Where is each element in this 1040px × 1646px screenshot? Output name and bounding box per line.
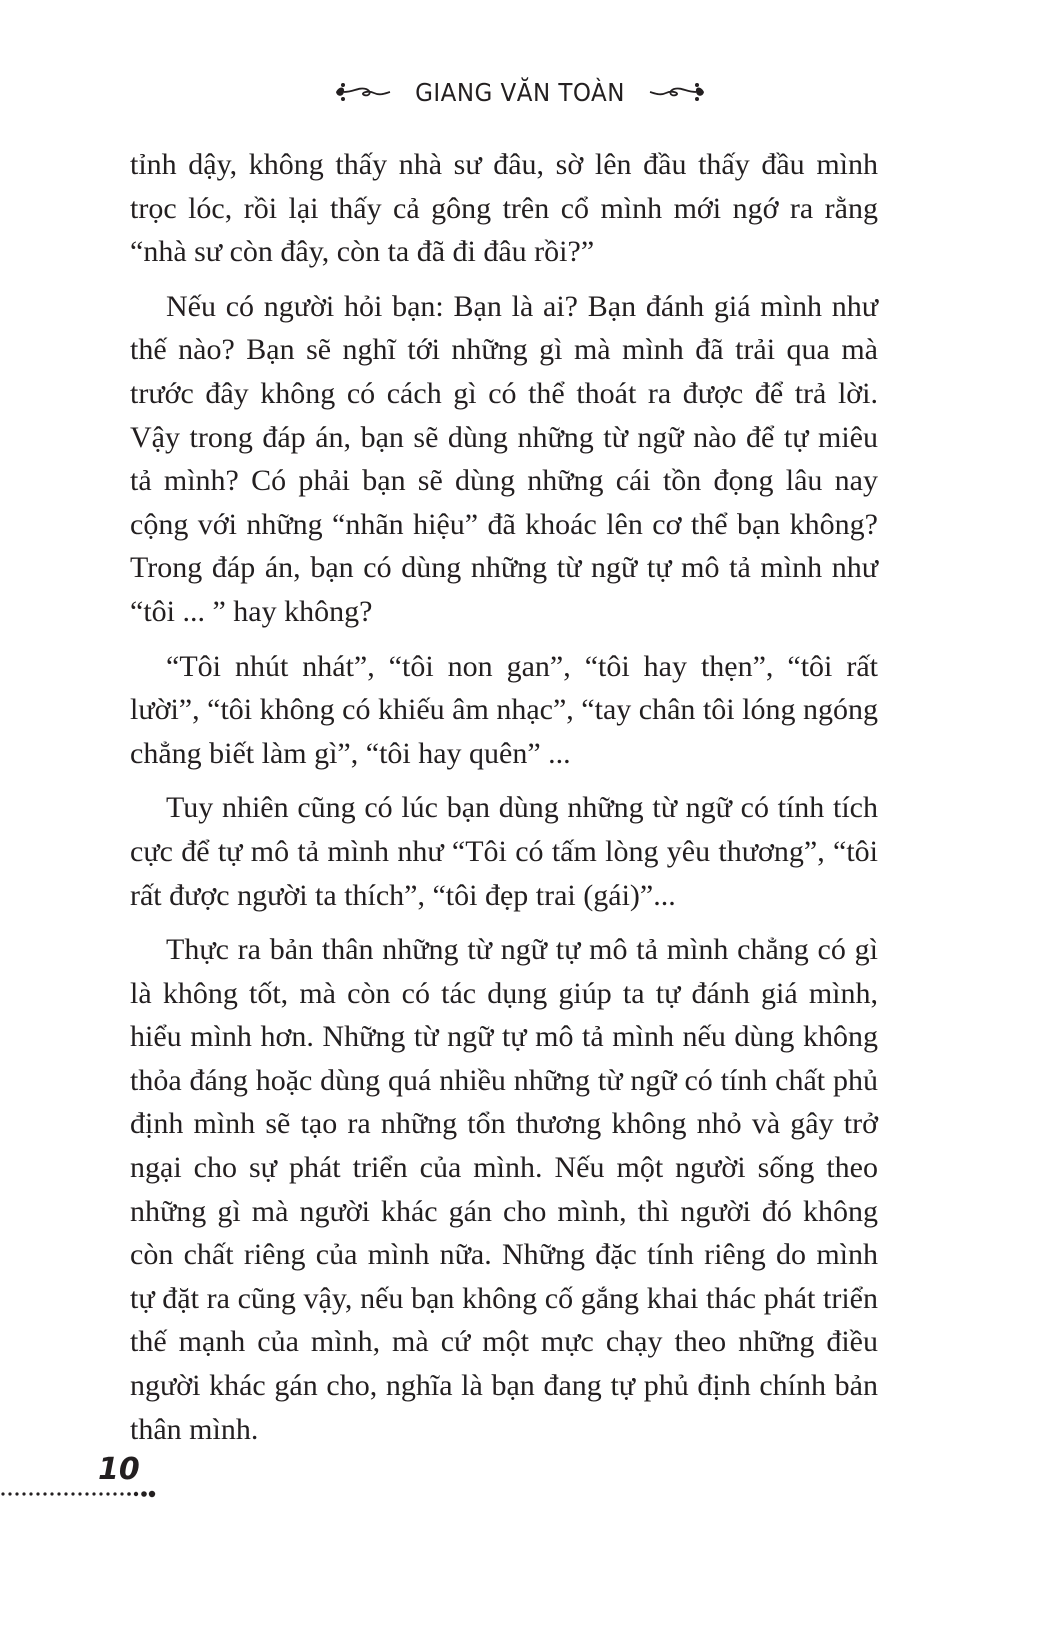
running-header — [0, 72, 1040, 112]
paragraph: “Tôi nhút nhát”, “tôi non gan”, “tôi hay thẹn”, “tôi rất lười”, “tôi không có khiếu âm nhạc”, “tay chân tôi lóng ngóng chẳng biết làm gì”, “tôi hay quên” ... — [130, 649, 878, 770]
paragraph: Tuy nhiên cũng có lúc bạn dùng những từ ngữ có tính tích cực để tự mô tả mình như “Tôi có tấm lòng yêu thương”, “tôi rất được người ta thích”, “tôi đẹp trai (gái)”... — [130, 791, 878, 912]
right-fleuron-icon — [648, 81, 706, 103]
dotted-rule-icon — [0, 1487, 156, 1499]
left-fleuron-icon — [334, 81, 392, 103]
body-text — [130, 143, 878, 1462]
running-title: GIANG VĂN TOÀN — [415, 77, 625, 107]
paragraph: Nếu có người hỏi bạn: Bạn là ai? Bạn đánh giá mình như thế nào? Bạn sẽ nghĩ tới những gì mà mình đã trải qua mà trước đây không có cách gì có thể thoát ra được để trả lời. Vậy trong đáp án, bạn sẽ dùng những từ ngữ nào để tự miêu tả mình? Có phải bạn sẽ dùng những cái tồn đọng lâu nay cộng với những “nhãn hiệu” đã khoác lên cơ thể bạn không? Trong đáp án, bạn có dùng những từ ngữ tự mô tả mình như “tôi ... ” hay không? — [130, 289, 878, 628]
paragraph: Thực ra bản thân những từ ngữ tự mô tả mình chẳng có gì là không tốt, mà còn có tác dụng giúp ta tự đánh giá mình, hiểu mình hơn. Những từ ngữ tự mô tả mình nếu dùng không thỏa đáng hoặc dùng quá nhiều những từ ngữ có tính chất phủ định mình sẽ tạo ra những tổn thương không nhỏ và gây trở ngại cho sự phát triển của mình. Nếu một người sống theo những gì mà người khác gán cho mình, thì người đó không còn chất riêng của mình nữa. Những đặc tính riêng do mình tự đặt ra cũng vậy, nếu bạn không cố gắng khai thác phát triển thế mạnh của mình, mà cứ một mực chạy theo những điều người khác gán cho, nghĩa là bạn đang tự phủ định chính bản thân mình. — [130, 933, 878, 1446]
paragraph-continuation: tỉnh dậy, không thấy nhà sư đâu, sờ lên đầu thấy đầu mình trọc lóc, rồi lại thấy cả gông trên cổ mình mới ngớ ra rằng “nhà sư còn đây, còn ta đã đi đâu rồi?” — [130, 148, 878, 269]
page-number: 10 — [98, 1452, 140, 1487]
